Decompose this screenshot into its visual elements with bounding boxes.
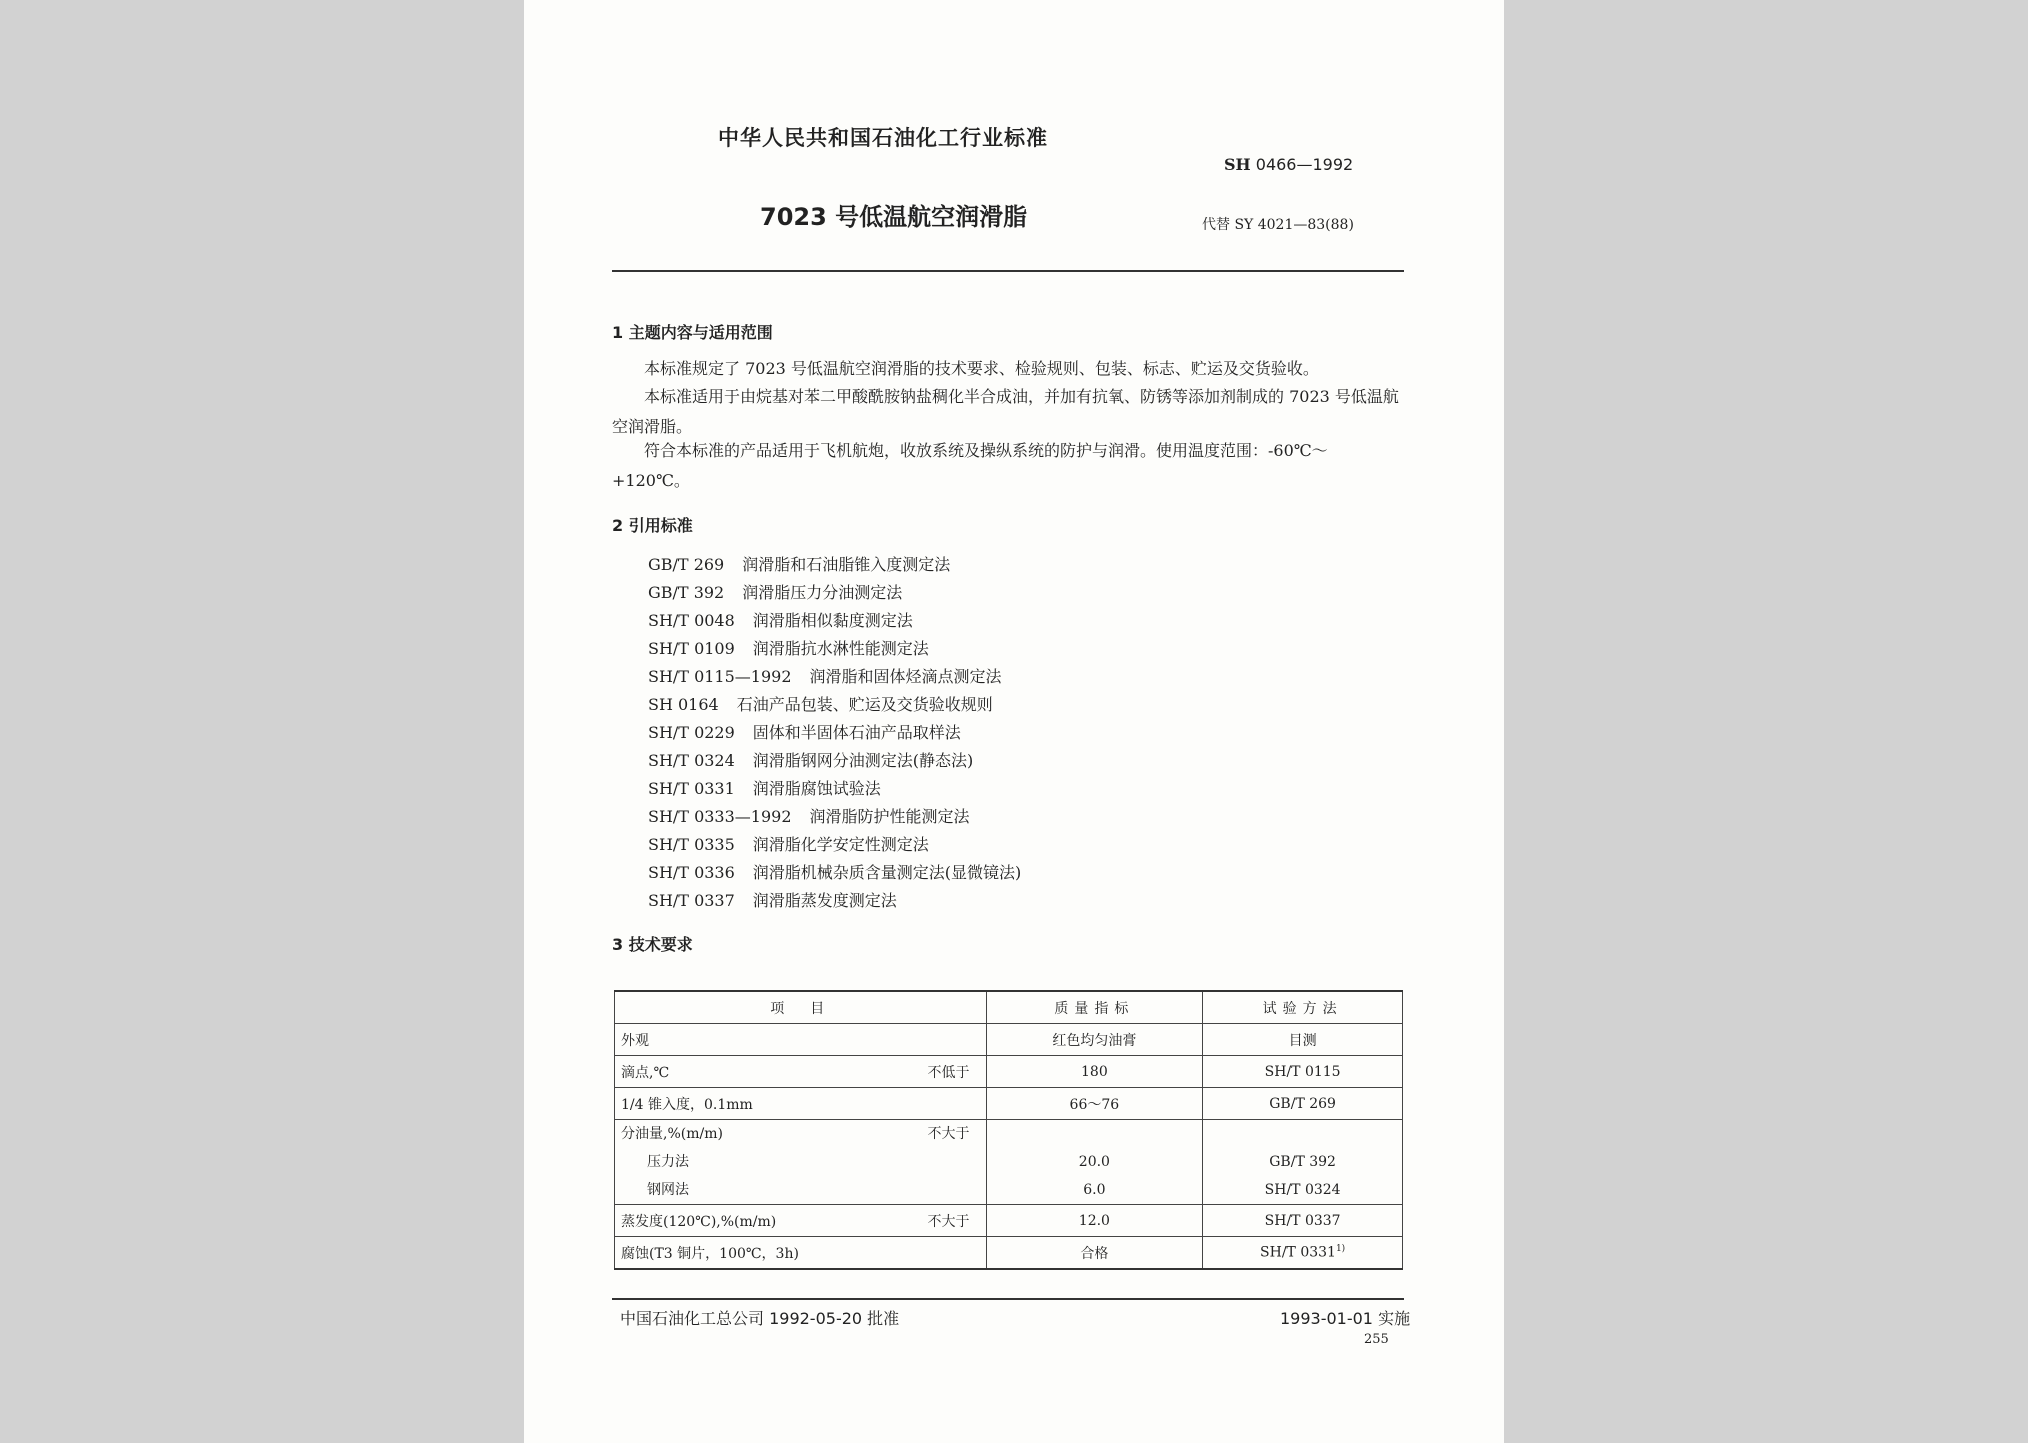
section-1-heading: 1 主题内容与适用范围: [612, 323, 773, 342]
reference-item: SH/T 0109 润滑脂抗水淋性能测定法: [648, 639, 929, 658]
page-number: 255: [1364, 1332, 1389, 1347]
section-2-heading: 2 引用标准: [612, 516, 693, 535]
reference-item: SH/T 0333—1992 润滑脂防护性能测定法: [648, 807, 970, 826]
section-1-paragraph-3: 符合本标准的产品适用于飞机航炮，收放系统及操纵系统的防护与润滑。使用温度范围：-60℃～+120℃。: [612, 441, 1328, 490]
reference-list: [648, 551, 1021, 915]
header-spec: 质量指标: [986, 991, 1203, 1024]
reference-item: SH/T 0324 润滑脂钢网分油测定法(静态法): [648, 751, 974, 770]
section-3-heading: 3 技术要求: [612, 935, 693, 954]
doc-title: 7023 号低温航空润滑脂: [760, 203, 1028, 231]
standard-number: [1224, 155, 1353, 174]
replaces-note: 代替 SY 4021—83(88): [1202, 217, 1354, 233]
reference-item: SH/T 0331 润滑脂腐蚀试验法: [648, 779, 881, 798]
reference-item: SH/T 0337 润滑脂蒸发度测定法: [648, 891, 897, 910]
reference-item: SH/T 0229 固体和半固体石油产品取样法: [648, 723, 961, 742]
table-row-group: 分油量,%(m/m) 不大于 压力法 钢网法 20.0 6.0 GB/T 392 SH/T 0324: [615, 1120, 1403, 1205]
approval-note: 中国石油化工总公司 1992-05-20 批准: [620, 1309, 900, 1328]
reference-item: SH/T 0115—1992 润滑脂和固体烃滴点测定法: [648, 667, 1002, 686]
standard-number-value: 0466—1992: [1255, 155, 1354, 174]
table-row: 1/4 锥入度，0.1mm 66～76 GB/T 269: [615, 1088, 1403, 1120]
header-divider: [612, 270, 1404, 272]
reference-item: GB/T 269 润滑脂和石油脂锥入度测定法: [648, 555, 951, 574]
spec-table: [614, 990, 1403, 1270]
footnote-marker: 1): [1335, 1244, 1346, 1255]
reference-item: SH/T 0335 润滑脂化学安定性测定法: [648, 835, 929, 854]
header-item: 项 目: [615, 991, 987, 1024]
org-title: 中华人民共和国石油化工行业标准: [718, 126, 1048, 150]
table-row: 腐蚀(T3 铜片，100℃，3h) 合格 SH/T 0331$^{1)}$: [615, 1237, 1403, 1270]
table-header-row: [615, 991, 1403, 1024]
section-1-paragraph-2: 本标准适用于由烷基对苯二甲酸酰胺钠盐稠化半合成油，并加有抗氧、防锈等添加剂制成的 7023 号低温航空润滑脂。: [612, 387, 1399, 436]
standard-prefix: SH: [1224, 155, 1251, 174]
table-row: 蒸发度(120℃),%(m/m) 不大于 12.0 SH/T 0337: [615, 1205, 1403, 1237]
header-method: 试验方法: [1203, 991, 1403, 1024]
effective-date: 1993-01-01 实施: [1280, 1309, 1411, 1328]
section-1-paragraph-1: 本标准规定了 7023 号低温航空润滑脂的技术要求、检验规则、包装、标志、贮运及交货验收。: [644, 359, 1319, 378]
reference-item: SH/T 0048 润滑脂相似黏度测定法: [648, 611, 913, 630]
reference-item: SH/T 0336 润滑脂机械杂质含量测定法(显微镜法): [648, 863, 1022, 882]
reference-item: GB/T 392 润滑脂压力分油测定法: [648, 583, 903, 602]
footer-divider: [612, 1298, 1404, 1300]
table-row: 外观 红色均匀油膏 目测: [615, 1024, 1403, 1056]
table-row: 滴点,℃ 不低于 180 SH/T 0115: [615, 1056, 1403, 1088]
reference-item: SH 0164 石油产品包装、贮运及交货验收规则: [648, 695, 993, 714]
document-page: [524, 0, 1504, 1443]
